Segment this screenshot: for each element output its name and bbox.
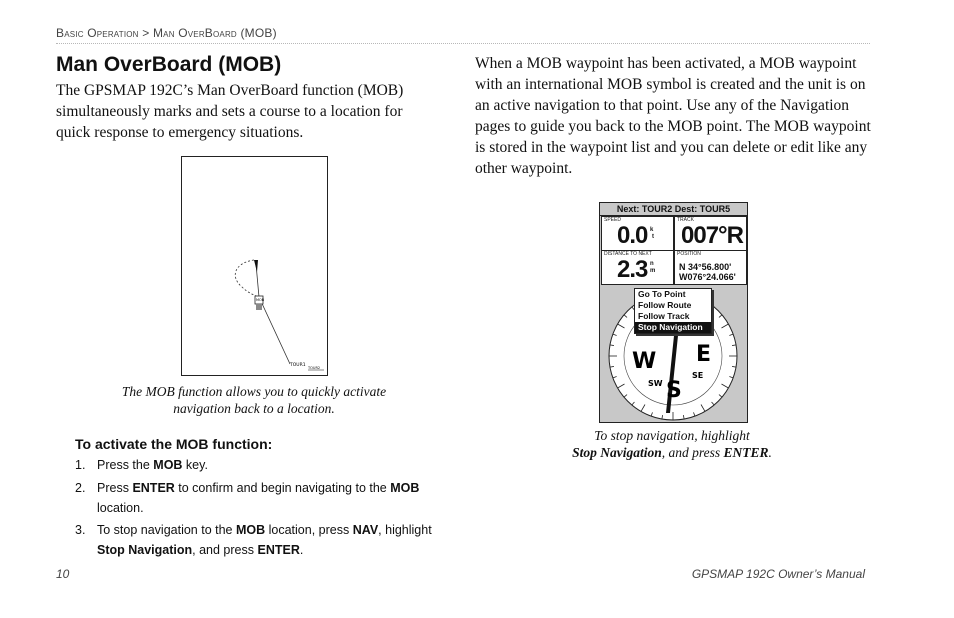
step-text: Press <box>97 481 133 495</box>
key-mob: MOB <box>235 523 266 537</box>
gps-header: Next: TOUR2 Dest: TOUR5 <box>600 203 747 216</box>
map-label-tour1: TOUR1 <box>290 363 306 368</box>
map-label-tour2: TOUR2 <box>308 366 321 370</box>
key-enter: ENTER <box>132 481 175 495</box>
gps-caption-mid: , and press <box>661 445 724 460</box>
distance-unit-bottom: m <box>650 268 656 274</box>
menu-item-follow-route[interactable]: Follow Route <box>638 300 692 310</box>
speed-field <box>601 216 674 251</box>
step-text: Press the <box>97 458 154 472</box>
intro-paragraph: The GPSMAP 192C’s Man OverBoard function (MOB) simultaneously marks and sets a course to a location for quick response to emergency situations. <box>56 82 404 141</box>
navigation-menu <box>634 288 712 334</box>
position-latitude: N 34°56.800' <box>679 262 732 272</box>
gps-caption-enter: ENTER <box>723 445 769 460</box>
breadcrumb <box>56 26 277 40</box>
track-field <box>674 216 747 251</box>
speed-unit-top: k <box>650 227 654 233</box>
step-1 <box>75 455 447 475</box>
step-number: 3. <box>75 523 86 537</box>
gps-caption-stop-navigation: Stop Navigation <box>572 445 662 460</box>
map-label-mob: MOB <box>256 298 265 302</box>
breadcrumb-page: Man OverBoard (MOB) <box>152 26 277 40</box>
track-value: 007°R <box>681 222 743 249</box>
key-mob: MOB <box>153 458 183 472</box>
step-number: 2. <box>75 481 86 495</box>
key-enter: ENTER <box>257 543 300 557</box>
menu-item-follow-track[interactable]: Follow Track <box>638 311 690 321</box>
speed-label: SPEED <box>604 217 621 223</box>
track-label: TRACK <box>677 217 694 223</box>
key-mob: MOB <box>390 481 420 495</box>
key-nav: NAV <box>352 523 379 537</box>
breadcrumb-separator: > <box>142 26 150 40</box>
compass-se: SE <box>692 371 704 380</box>
gps-screen-figure <box>599 202 748 423</box>
step-text: location, press <box>265 523 353 537</box>
mob-waypoint-paragraph: When a MOB waypoint has been activated, a MOB waypoint with an international MOB symbol is created and the unit is on an active navigation to that point. Use any of the Navigation pages to guide you back to the MOB point. The MOB waypoint is stored in the waypoint list and you can delete or edit like any other waypoint. <box>475 55 871 177</box>
mob-waypoint-fill <box>256 304 262 310</box>
step-2 <box>75 478 447 518</box>
compass-w: W <box>632 349 657 374</box>
position-field <box>674 250 747 285</box>
distance-label: DISTANCE TO NEXT <box>604 251 652 257</box>
step-number: 1. <box>75 458 86 472</box>
distance-value: 2.3 <box>617 256 648 283</box>
step-text: To stop navigation to the <box>97 523 236 537</box>
manual-name: GPSMAP 192C Owner’s Manual <box>691 567 865 581</box>
map-svg <box>182 157 327 375</box>
mob-map-figure <box>181 156 328 376</box>
position-longitude: W076°24.066' <box>679 272 736 282</box>
gps-caption-end: . <box>768 445 772 460</box>
distance-field <box>601 250 674 285</box>
speed-unit-bottom: t <box>652 234 654 240</box>
compass-sw: SW <box>648 379 663 388</box>
step-text: key. <box>182 458 208 472</box>
menu-item-go-to-point[interactable]: Go To Point <box>638 289 686 299</box>
gps-caption-line1: To stop navigation, highlight <box>594 428 750 443</box>
compass-s: S <box>666 378 682 403</box>
breadcrumb-section: Basic Operation <box>56 26 139 40</box>
step-text: , and press <box>192 543 258 557</box>
distance-unit-top: n <box>650 261 654 267</box>
speed-value: 0.0 <box>617 222 648 249</box>
step-3 <box>75 520 447 560</box>
course-line <box>256 264 290 364</box>
map-caption: The MOB function allows you to quickly activate navigation back to a location. <box>121 384 387 416</box>
step-text: to confirm and begin navigating to the <box>174 481 391 495</box>
page-number: 10 <box>56 567 70 581</box>
gps-caption <box>540 427 804 461</box>
page-title: Man OverBoard (MOB) <box>56 53 282 76</box>
step-text: . <box>299 543 304 557</box>
position-label: POSITION <box>677 251 701 257</box>
heading-arrow-icon <box>254 260 258 272</box>
compass-e: E <box>696 342 712 367</box>
step-text: , highlight <box>378 523 432 537</box>
menu-item-stop-navigation[interactable]: Stop Navigation <box>635 322 711 333</box>
menu-stop-navigation: Stop Navigation <box>97 543 193 557</box>
header-rule <box>56 43 870 44</box>
steps-heading: To activate the MOB function: <box>75 436 273 452</box>
step-text: location. <box>97 501 144 515</box>
